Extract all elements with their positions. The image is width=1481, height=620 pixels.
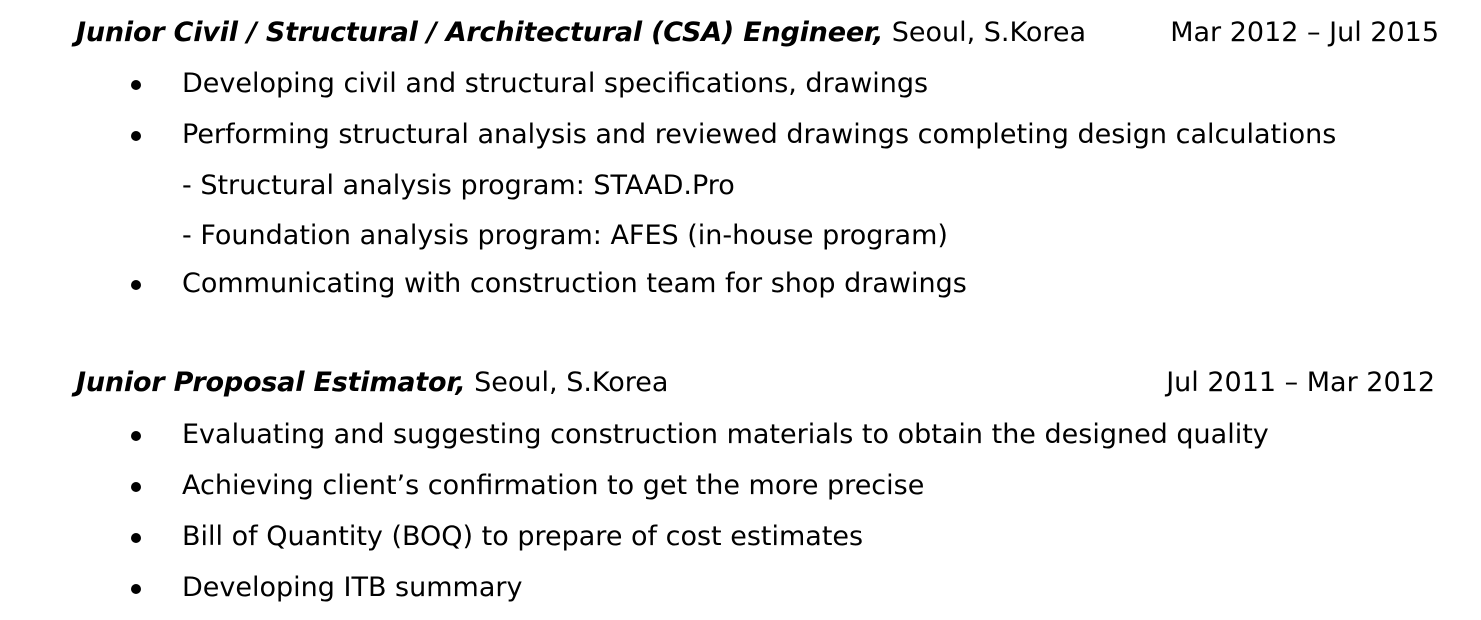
job-1-bullet-3-marker [131, 280, 141, 290]
job-2-bullet-4-marker [131, 584, 141, 594]
job-2-location: Seoul, S.Korea [474, 367, 669, 398]
job-2-title: Junior Proposal Estimator, [76, 367, 466, 398]
job-2-dates: Jul 2011 – Mar 2012 [1166, 367, 1435, 398]
job-2-bullet-2-marker [131, 482, 141, 492]
job-2-bullet-3-marker [131, 533, 141, 543]
job-2-heading [76, 363, 668, 403]
job-2-bullet-1: Evaluating and suggesting construction materials to obtain the designed quality [182, 419, 1269, 450]
job-1-sub-item-1: - Structural analysis program: STAAD.Pro [182, 170, 735, 201]
job-2-bullet-3: Bill of Quantity (BOQ) to prepare of cost estimates [182, 521, 864, 552]
job-1-bullet-1-marker [131, 80, 141, 90]
job-1-bullet-2: Performing structural analysis and reviewed drawings completing design calculations [182, 119, 1337, 150]
job-1-dates: Mar 2012 – Jul 2015 [1170, 17, 1439, 48]
job-1-bullet-1: Developing civil and structural specifications, drawings [182, 68, 929, 99]
job-1-title: Junior Civil / Structural / Architectural (CSA) Engineer, [76, 17, 884, 48]
job-1-location: Seoul, S.Korea [891, 17, 1087, 48]
job-2-bullet-1-marker [131, 431, 141, 441]
job-2-bullet-4: Developing ITB summary [182, 572, 523, 603]
job-1-bullet-2-marker [131, 131, 141, 141]
job-1-sub-item-2: - Foundation analysis program: AFES (in-house program) [182, 220, 948, 251]
job-1-heading [76, 13, 1086, 53]
job-2-bullet-2: Achieving client’s confirmation to get the more precise [182, 470, 925, 501]
job-1-bullet-3: Communicating with construction team for shop drawings [182, 268, 967, 299]
